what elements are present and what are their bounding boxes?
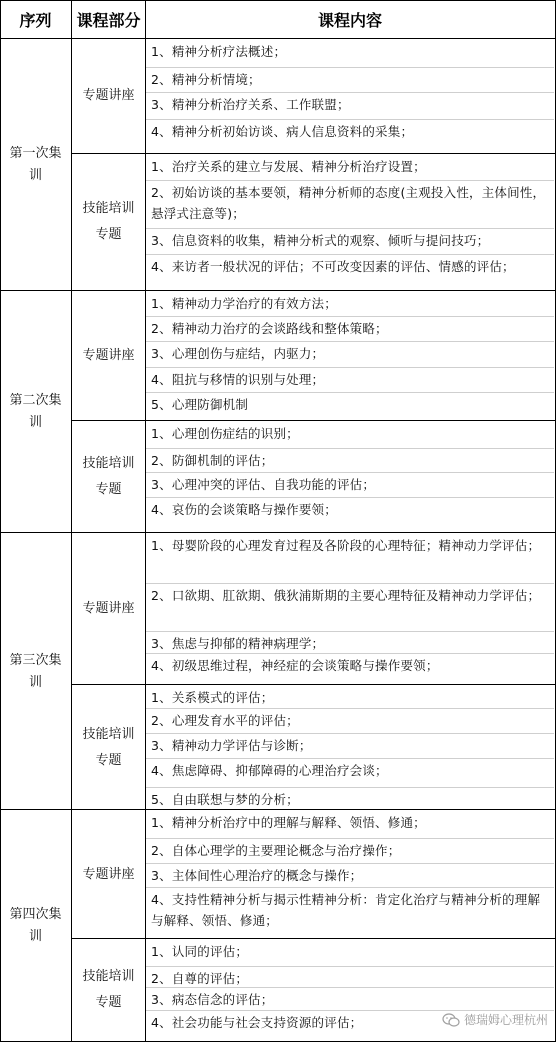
row-divider [146, 92, 554, 93]
content-item: 1、心理创伤症结的识别； [151, 426, 299, 441]
content-item: 4、哀伤的会谈策略与操作要领； [151, 502, 337, 517]
column-divider-2 [145, 0, 146, 1042]
content-item: 3、焦虑与抑郁的精神病理学； [151, 636, 325, 651]
session-divider [0, 290, 556, 291]
table-left-border [0, 0, 1, 1042]
row-divider [146, 708, 554, 709]
row-divider [146, 448, 554, 449]
row-divider [146, 367, 554, 368]
part-label: 专题讲座 [82, 601, 135, 616]
column-divider-1 [71, 0, 72, 1042]
content-item: 4、阻抗与移情的识别与处理； [151, 372, 325, 387]
row-divider [146, 341, 554, 342]
content-item: 3、信息资料的收集，精神分析式的观察、倾听与提问技巧； [151, 233, 490, 248]
content-item: 1、精神分析治疗中的理解与解释、领悟、修通； [151, 815, 426, 830]
part-label: 技能培训专题 [82, 201, 135, 242]
part-label: 专题讲座 [82, 866, 135, 882]
part-label: 专题讲座 [82, 348, 135, 363]
content-item: 5、自由联想与梦的分析； [151, 792, 299, 807]
content-item: 4、焦虑障碍、抑郁障碍的心理治疗会谈； [151, 763, 388, 778]
content-item: 2、口欲期、肛欲期、俄狄浦斯期的主要心理特征及精神动力学评估； [151, 588, 541, 603]
content-item: 5、心理防御机制 [151, 397, 249, 412]
row-divider [146, 228, 554, 229]
part-label: 技能培训专题 [82, 456, 135, 497]
content-item: 2、精神分析情境； [151, 72, 261, 87]
content-item: 1、精神分析疗法概述； [151, 44, 287, 59]
content-item: 2、自体心理学的主要理论概念与治疗操作； [151, 843, 401, 858]
session-label: 第二次集训 [9, 393, 62, 430]
content-item: 3、心理创伤与症结，内驱力； [151, 346, 325, 361]
content-item: 4、来访者一般状况的评估；不可改变因素的评估、情感的评估； [151, 259, 515, 274]
content-item: 2、自尊的评估； [151, 971, 249, 986]
content-item: 4、精神分析初始访谈、病人信息资料的采集； [151, 124, 414, 139]
row-divider [146, 631, 554, 632]
session-divider [0, 38, 556, 39]
row-divider [146, 497, 554, 498]
row-divider [146, 787, 554, 788]
watermark-text: 德瑞姆心理杭州 [463, 1013, 548, 1027]
row-divider [146, 733, 554, 734]
session-divider [0, 809, 556, 810]
row-divider [146, 838, 554, 839]
row-divider [146, 887, 554, 888]
row-divider [146, 987, 554, 988]
header-seq: 序列 [19, 10, 52, 30]
part-label: 技能培训专题 [82, 969, 135, 1010]
content-item: 3、主体间性心理治疗的概念与操作； [151, 868, 363, 883]
row-divider [146, 583, 554, 584]
row-divider [146, 758, 554, 759]
row-divider [146, 653, 554, 654]
content-item: 3、精神动力学评估与诊断； [151, 738, 312, 753]
content-item: 3、病态信念的评估； [151, 992, 274, 1007]
content-item: 3、心理冲突的评估、自我功能的评估； [151, 477, 376, 492]
part-label: 专题讲座 [82, 88, 135, 103]
content-item: 4、社会功能与社会支持资源的评估； [151, 1015, 363, 1030]
session-label: 第一次集训 [9, 145, 62, 183]
content-item: 1、母婴阶段的心理发育过程及各阶段的心理特征；精神动力学评估； [151, 538, 541, 553]
content-item: 1、认同的评估； [151, 944, 249, 959]
part-label: 技能培训专题 [82, 726, 135, 768]
row-divider [146, 180, 554, 181]
row-divider [146, 316, 554, 317]
table-header [0, 0, 556, 38]
content-item: 2、防御机制的评估； [151, 453, 274, 468]
row-divider [146, 966, 554, 967]
content-item: 4、支持性精神分析与揭示性精神分析：肯定化治疗与精神分析的理解与解释、领悟、修通； [151, 892, 541, 928]
row-divider [146, 863, 554, 864]
content-item: 4、初级思维过程，神经症的会谈策略与操作要领； [151, 658, 439, 673]
content-item: 1、治疗关系的建立与发展、精神分析治疗设置； [151, 159, 426, 174]
header-content: 课程内容 [317, 10, 382, 30]
session-label: 第四次集训 [9, 906, 62, 944]
wechat-icon [442, 1013, 460, 1027]
content-item: 2、精神动力治疗的会谈路线和整体策略； [151, 321, 388, 336]
row-divider [146, 392, 554, 393]
row-divider [146, 67, 554, 68]
row-divider [146, 472, 554, 473]
table-top-border [0, 0, 556, 1]
content-item: 2、初始访谈的基本要领，精神分析师的态度(主观投入性，主体间性，悬浮式注意等)； [151, 185, 546, 221]
content-item: 3、精神分析治疗关系、工作联盟； [151, 97, 350, 112]
watermark [442, 1011, 548, 1028]
header-part: 课程部分 [76, 10, 141, 30]
content-item: 2、心理发育水平的评估； [151, 713, 299, 728]
content-item: 1、精神动力学治疗的有效方法； [151, 296, 337, 311]
session-divider [0, 532, 556, 533]
session-label: 第三次集训 [9, 652, 62, 690]
row-divider [146, 119, 554, 120]
content-item: 1、关系模式的评估； [151, 690, 274, 705]
row-divider [146, 254, 554, 255]
